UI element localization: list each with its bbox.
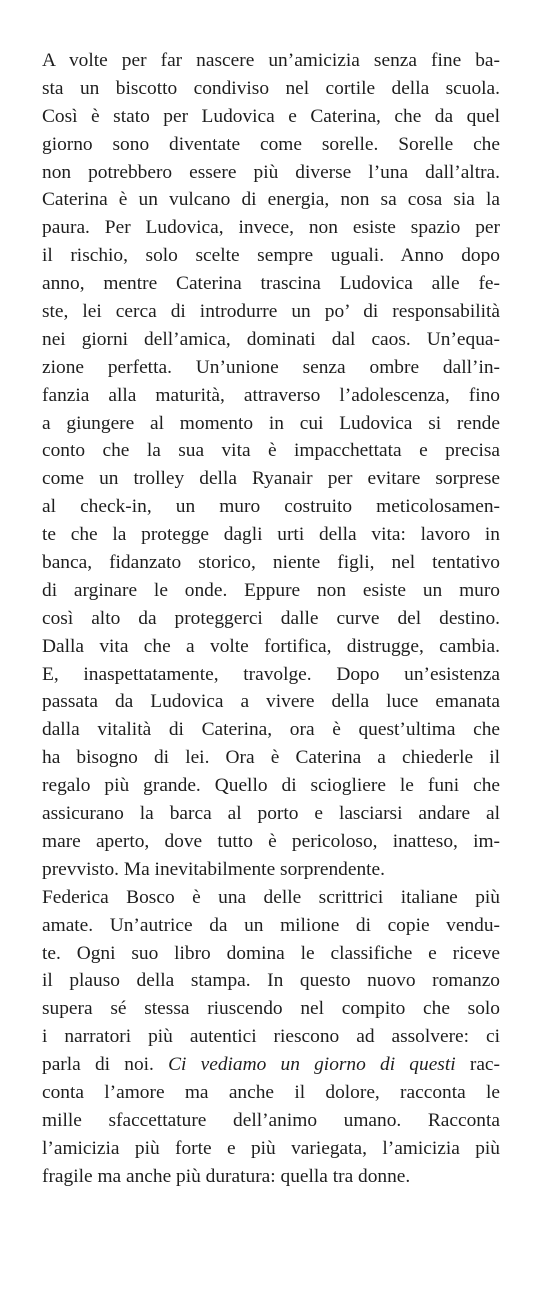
blurb-text <box>42 47 500 1191</box>
blurb-line: anno, mentre Caterina trascina Ludovica alle fe- <box>42 273 500 295</box>
blurb-text-segment: rac- <box>469 1054 500 1076</box>
blurb-line: di arginare le onde. Eppure non esiste un muro <box>42 579 500 601</box>
blurb-line: Caterina è un vulcano di energia, non sa cosa sia la <box>42 189 500 211</box>
blurb-line: nei giorni dell’amica, dominati dal caos. Un’equa- <box>42 328 500 350</box>
blurb-line: te. Ogni suo libro domina le classifiche e riceve <box>42 942 500 964</box>
blurb-line: così alto da proteggerci dalle curve del destino. <box>42 607 500 629</box>
blurb-line: al check-in, un muro costruito meticolosamen- <box>42 496 500 518</box>
blurb-line: zione perfetta. Un’unione senza ombre dall’in- <box>42 356 500 378</box>
blurb-line: supera sé stessa riuscendo nel compito che solo <box>42 998 500 1020</box>
blurb-line: come un trolley della Ryanair per evitare sorprese <box>42 468 500 490</box>
blurb-line: conta l’amore ma anche il dolore, racconta le <box>42 1081 500 1103</box>
blurb-line: E, inaspettatamente, travolge. Dopo un’esistenza <box>42 663 500 685</box>
blurb-line: dalla vitalità di Caterina, ora è quest’ultima che <box>42 719 500 741</box>
blurb-line: assicurano la barca al porto e lasciarsi andare al <box>42 803 500 825</box>
blurb-line: fragile ma anche più duratura: quella tra donne. <box>42 1165 411 1187</box>
blurb-line: ste, lei cerca di introdurre un po’ di responsabilità <box>42 301 500 323</box>
blurb-line: amate. Un’autrice da un milione di copie vendu- <box>42 914 500 936</box>
blurb-line: il rischio, solo scelte sempre uguali. Anno dopo <box>42 245 500 267</box>
blurb-line: sta un biscotto condiviso nel cortile della scuola. <box>42 77 500 99</box>
blurb-line: mille sfaccettature dell’animo umano. Racconta <box>42 1109 500 1131</box>
blurb-line: prevvisto. Ma inevitabilmente sorprendente. <box>42 858 386 880</box>
blurb-line: mare aperto, dove tutto è pericoloso, inatteso, im- <box>42 830 500 852</box>
blurb-line: banca, fidanzato storico, niente figli, nel tentativo <box>42 552 500 574</box>
blurb-line: paura. Per Ludovica, invece, non esiste spazio per <box>42 217 500 239</box>
blurb-line: a giungere al momento in cui Ludovica si rende <box>42 412 500 434</box>
blurb-line: fanzia alla maturità, attraverso l’adolescenza, fino <box>42 384 500 406</box>
blurb-line: non potrebbero essere più diverse l’una dall’altra. <box>42 161 500 183</box>
blurb-text-segment: parla di noi. <box>42 1054 154 1076</box>
blurb-line-with-title <box>42 1051 500 1079</box>
book-title: Ci vediamo un giorno di questi <box>168 1054 456 1076</box>
blurb-line: regalo più grande. Quello di sciogliere le funi che <box>42 775 500 797</box>
blurb-line: Dalla vita che a volte fortifica, distrugge, cambia. <box>42 635 500 657</box>
blurb-line: passata da Ludovica a vivere della luce emanata <box>42 691 500 713</box>
blurb-line: Così è stato per Ludovica e Caterina, che da quel <box>42 105 500 127</box>
blurb-line: ha bisogno di lei. Ora è Caterina a chiederle il <box>42 747 500 769</box>
blurb-line: A volte per far nascere un’amicizia senza fine ba- <box>42 50 500 71</box>
blurb-line: conto che la sua vita è impacchettata e precisa <box>42 440 500 462</box>
blurb-line: giorno sono diventate come sorelle. Sorelle che <box>42 133 500 155</box>
blurb-line: Federica Bosco è una delle scrittrici italiane più <box>42 886 500 908</box>
blurb-line: il plauso della stampa. In questo nuovo romanzo <box>42 970 500 992</box>
blurb-line: l’amicizia più forte e più variegata, l’amicizia più <box>42 1137 500 1159</box>
blurb-line: i narratori più autentici riescono ad assolvere: ci <box>42 1026 500 1048</box>
blurb-line: te che la protegge dagli urti della vita: lavoro in <box>42 524 500 546</box>
